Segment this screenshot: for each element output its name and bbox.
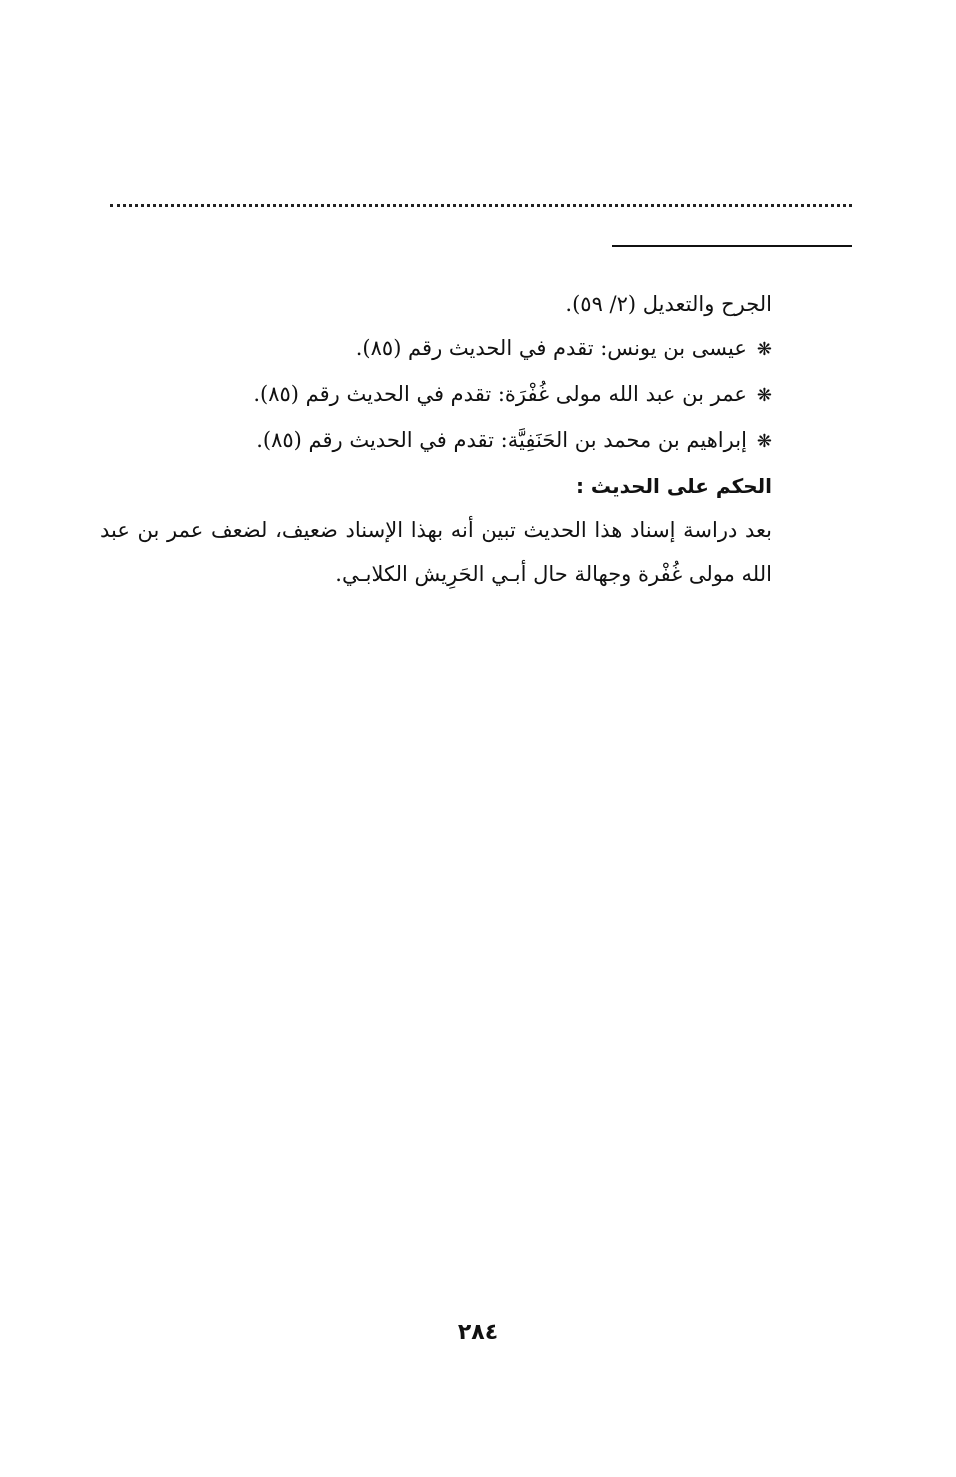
narrator-item [100, 418, 772, 464]
narrator-text: إبراهيم بن محمد بن الحَنَفِيَّة: تقدم في الحديث رقم (٨٥). [256, 428, 747, 452]
asterisk-bullet-icon: ❋ [756, 431, 772, 452]
narrator-text: عمر بن عبد الله مولى غُفْرَة: تقدم في الحديث رقم (٨٥). [253, 382, 747, 406]
footnote-rule [612, 245, 852, 247]
narrator-item [100, 326, 772, 372]
page-body [100, 282, 772, 596]
narrator-text: عيسى بن يونس: تقدم في الحديث رقم (٨٥). [355, 336, 747, 360]
narrator-item [100, 372, 772, 418]
page-number: ٢٨٤ [457, 1320, 499, 1345]
asterisk-bullet-icon: ❋ [756, 385, 772, 406]
asterisk-bullet-icon: ❋ [756, 339, 772, 360]
ruling-heading: الحكم على الحديث : [575, 474, 772, 498]
dotted-separator [110, 204, 852, 207]
ruling-paragraph: بعد دراسة إسناد هذا الحديث تبين أنه بهذا الإسناد ضعيف، لضعف عمر بن عبد الله مولى غُفْرة وجهالة حال أبـي الحَرِيش الكلابـي. [100, 518, 772, 586]
footnote-reference: الجرح والتعديل (٢/ ٥٩). [565, 292, 772, 316]
